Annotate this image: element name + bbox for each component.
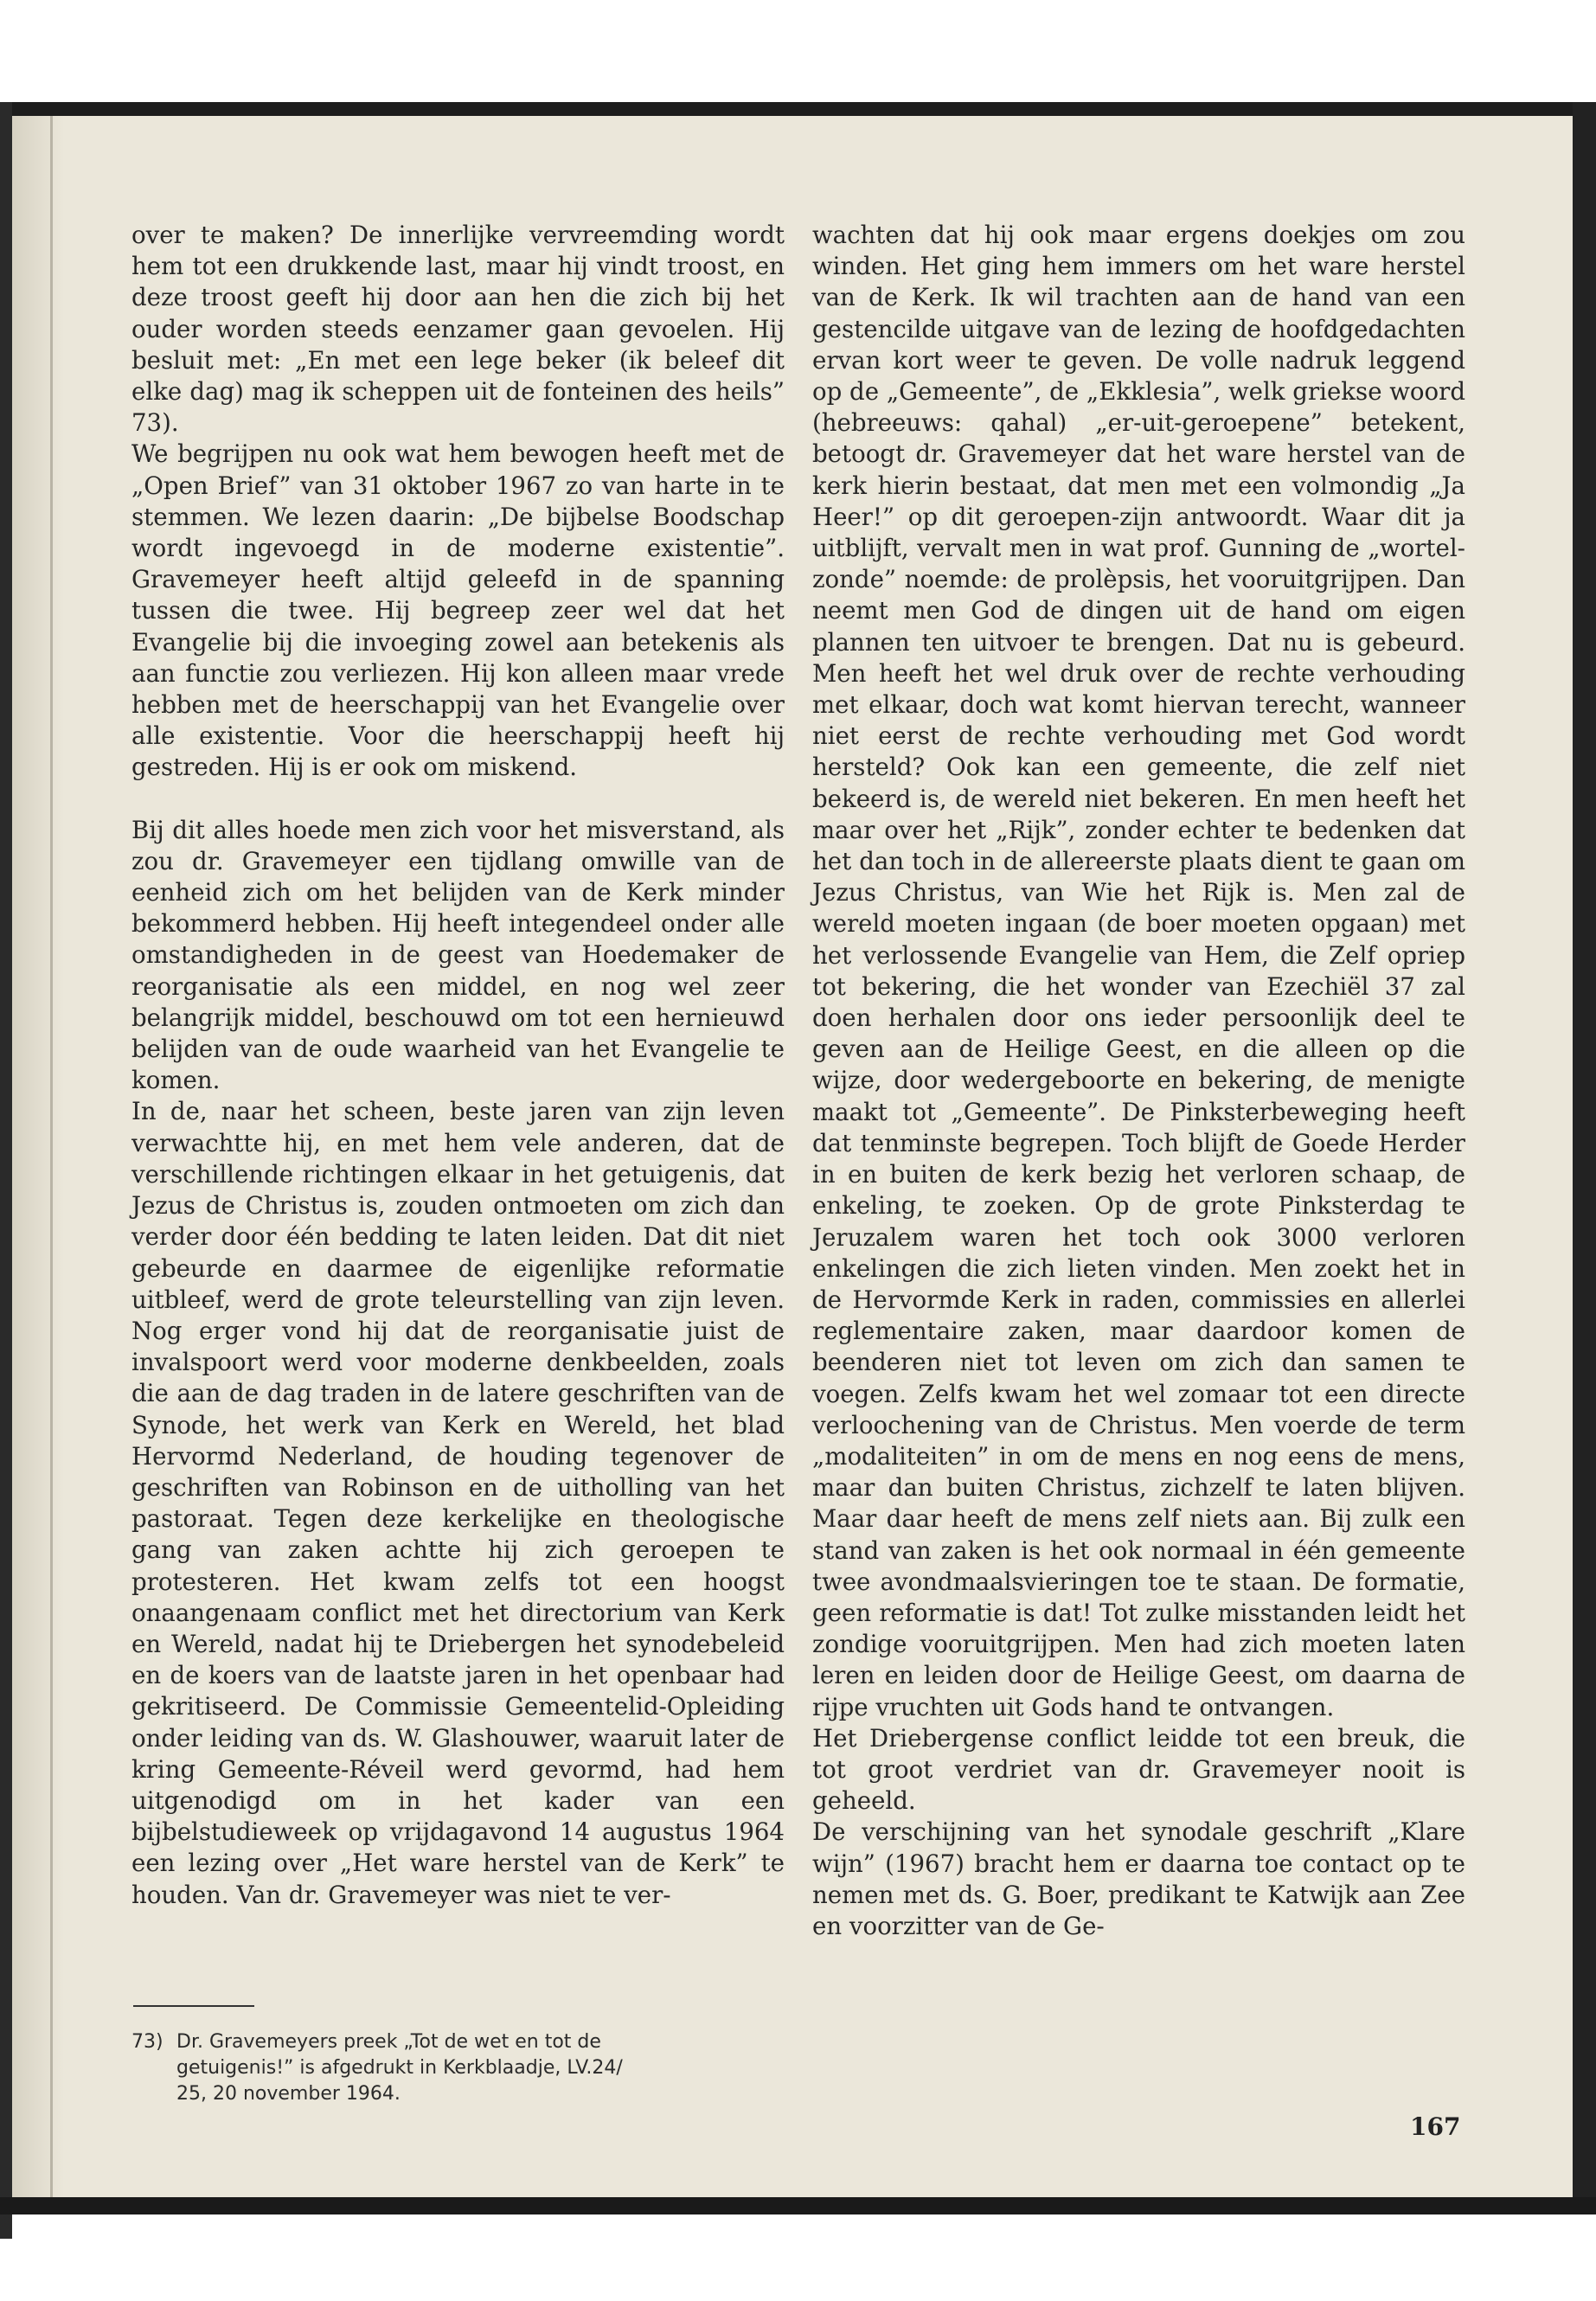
page-number: 167 [1410,2112,1461,2141]
left-paragraph-2: We begrijpen nu ook wat hem bewogen heeft met de „Open Brief” van 31 oktober 1967 zo van harte in te stemmen. We lezen daarin: „De bijbelse Boodschap wordt ingevoegd in de moderne existentie”. Gravemeyer heeft altijd geleefd in de spanning tussen die twee. Hij begreep zeer wel dat het Evangelie bij die invoeging zowel aan betekenis als aan functie zou verliezen. Hij kon alleen maar vrede hebben met de heerschappij van het Evangelie over alle existentie. Voor die heerschappij heeft hij gestreden. Hij is er ook om miskend. [131,439,785,782]
scan-border-left [0,102,12,2239]
right-paragraph-3: De verschijning van het synodale geschrift „Klare wijn” (1967) bracht hem er daarna toe contact op te nemen met ds. G. Boer, predikant te Katwijk aan Zee en voorzitter van de Ge- [812,1817,1465,1940]
footnote-line-1: Dr. Gravemeyers preek „Tot de wet en tot de [176,2031,601,2053]
left-paragraph-3: Bij dit alles hoede men zich voor het misverstand, als zou dr. Gravemeyer een tijdlang omwille van de eenheid zich om het belijden van de Kerk minder bekommerd hebben. Hij heeft integendeel onder alle omstandigheden in de geest van Hoedemaker de reorganisatie als een middel, en nog wel zeer belangrijk middel, beschouwd om tot een hernieuwd belijden van de oude waarheid van het Evangelie te komen. [131,815,785,1095]
footnote-rule [133,2005,254,2007]
left-column [131,220,785,1911]
footnote-line-2: getuigenis!” is afgedrukt in Kerkblaadje, LV.24/ [176,2057,623,2079]
scan-border-bottom [0,2197,1596,2214]
footnote-line-3: 25, 20 november 1964. [176,2083,401,2105]
binding-shadow [12,116,64,2197]
footnote [131,2029,785,2107]
book-page [12,116,1573,2197]
binding-line [50,116,53,2197]
scan-border-right [1573,102,1596,2214]
right-paragraph-1: wachten dat hij ook maar ergens doekjes om zou winden. Het ging hem immers om het ware herstel van de Kerk. Ik wil trachten aan de hand van een gestencilde uitgave van de lezing de hoofdgedachten ervan kort weer te geven. De volle nadruk leggend op de „Gemeente”, de „Ekklesia”, welk griekse woord (hebreeuws: qahal) „er-uit-geroepene” betekent, betoogt dr. Gravemeyer dat het ware herstel van de kerk hierin bestaat, dat men met een volmondig „Ja Heer!” op dit geroepen-zijn antwoordt. Waar dit ja uitblijft, vervalt men in wat prof. Gunning de „wortel-zonde” noemde: de prolèpsis, het vooruitgrijpen. Dan neemt men God de dingen uit de hand om eigen plannen ten uitvoer te brengen. Dat nu is gebeurd. Men heeft het wel druk over de rechte verhouding met elkaar, doch wat komt hiervan terecht, wanneer niet eerst de rechte verhouding met God wordt hersteld? Ook kan een gemeente, die zelf niet bekeerd is, de wereld niet bekeren. En men heeft het maar over het „Rijk”, zonder echter te bedenken dat het dan toch in de allereerste plaats dient te gaan om Jezus Christus, van Wie het Rijk is. Men zal de wereld moeten ingaan (de boer moeten opgaan) met het verlossende Evangelie van Hem, die Zelf opriep tot bekering, die het wonder van Ezechiël 37 zal doen herhalen door ons ieder persoonlijk deel te geven aan de Heilige Geest, en die alleen op die wijze, door wedergeboorte en bekering, de menigte maakt tot „Gemeente”. De Pinksterbeweging heeft dat tenminste begrepen. Toch blijft de Goede Herder in en buiten de kerk bezig het verloren schaap, de enkeling, te zoeken. Op de grote Pinksterdag te Jeruzalem waren het toch ook 3000 verloren enkelingen die zich lieten vinden. Men zoekt het in de Hervormde Kerk in raden, commissies en allerlei reglementaire zaken, maar daardoor komen de beenderen niet tot leven om zich dan samen te voegen. Zelfs kwam het wel zomaar tot een directe verloochening van de Christus. Men voerde de term „modaliteiten” in om de mens en nog eens de mens, maar dan buiten Christus, zichzelf te laten blijven. Maar daar heeft de mens zelf niets aan. Bij zulk een stand van zaken is het ook normaal in één gemeente twee avondmaalsvieringen toe te staan. De formatie, geen reformatie is dat! Tot zulke misstanden leidt het zondige vooruitgrijpen. Men had zich moeten laten leren en leiden door de Heilige Geest, om daarna de rijpe vruchten uit Gods hand te ontvangen. [812,221,1465,1721]
footnote-number: 73) [131,2031,163,2053]
scan-border-top [0,102,1596,116]
right-column [812,220,1465,1942]
left-paragraph-1: over te maken? De innerlijke vervreemding wordt hem tot een drukkende last, maar hij vindt troost, en deze troost geeft hij door aan hen die zich bij het ouder worden steeds eenzamer gaan gevoelen. Hij besluit met: „En met een lege beker (ik beleef dit elke dag) mag ik scheppen uit de fonteinen des heils” 73). [131,221,785,438]
left-paragraph-4: In de, naar het scheen, beste jaren van zijn leven verwachtte hij, en met hem vele anderen, dat de verschillende richtingen elkaar in het getuigenis, dat Jezus de Christus is, zouden ontmoeten om zich dan verder door één bedding te laten leiden. Dat dit niet gebeurde en daarmee de eigenlijke reformatie uitbleef, werd de grote teleurstelling van zijn leven. Nog erger vond hij dat de reorganisatie juist de invalspoort werd voor moderne denkbeelden, zoals die aan de dag traden in de latere geschriften van de Synode, het werk van Kerk en Wereld, het blad Hervormd Nederland, de houding tegenover de geschriften van Robinson en de uitholling van het pastoraat. Tegen deze kerkelijke en theologische gang van zaken achtte hij zich geroepen te protesteren. Het kwam zelfs tot een hoogst onaangenaam conflict met het directorium van Kerk en Wereld, nadat hij te Driebergen het synodebeleid en de koers van de laatste jaren in het openbaar had gekritiseerd. De Commissie Gemeentelid-Opleiding onder leiding van ds. W. Glashouwer, waaruit later de kring Gemeente-Réveil werd gevormd, had hem uitgenodigd om in het kader van een bijbelstudieweek op vrijdagavond 14 augustus 1964 een lezing over „Het ware herstel van de Kerk” te houden. Van dr. Gravemeyer was niet te ver- [131,1097,785,1909]
right-paragraph-2: Het Driebergense conflict leidde tot een breuk, die tot groot verdriet van dr. Gravemeyer nooit is geheeld. [812,1723,1465,1816]
